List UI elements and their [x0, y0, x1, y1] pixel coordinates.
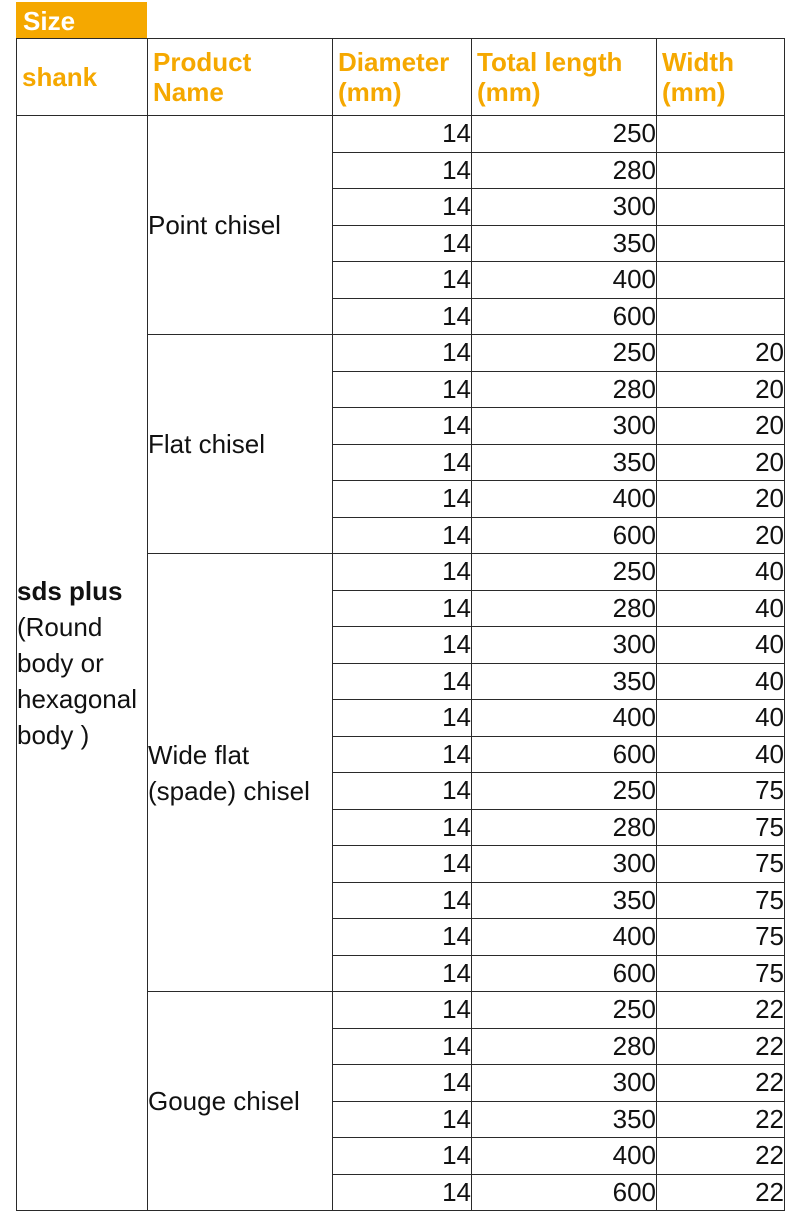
width-cell: 22 — [657, 992, 785, 1029]
total-length-cell: 350 — [472, 882, 657, 919]
diameter-cell: 14 — [333, 882, 472, 919]
diameter-cell: 14 — [333, 371, 472, 408]
total-length-cell: 250 — [472, 992, 657, 1029]
header-width: Width (mm) — [657, 39, 785, 116]
width-cell: 40 — [657, 554, 785, 591]
diameter-cell: 14 — [333, 444, 472, 481]
width-cell: 75 — [657, 955, 785, 992]
diameter-cell: 14 — [333, 554, 472, 591]
width-cell: 40 — [657, 590, 785, 627]
width-cell — [657, 298, 785, 335]
width-cell: 40 — [657, 627, 785, 664]
diameter-cell: 14 — [333, 736, 472, 773]
product-name-cell: Flat chisel — [148, 335, 333, 554]
total-length-cell: 350 — [472, 1101, 657, 1138]
diameter-cell: 14 — [333, 955, 472, 992]
total-length-cell: 400 — [472, 481, 657, 518]
diameter-cell: 14 — [333, 700, 472, 737]
diameter-cell: 14 — [333, 116, 472, 153]
total-length-cell: 300 — [472, 846, 657, 883]
product-name-cell: Wide flat (spade) chisel — [148, 554, 333, 992]
width-cell: 20 — [657, 444, 785, 481]
total-length-cell: 280 — [472, 152, 657, 189]
diameter-cell: 14 — [333, 992, 472, 1029]
diameter-cell: 14 — [333, 773, 472, 810]
shank-cell — [17, 116, 148, 1211]
size-label: Size — [16, 2, 147, 38]
header-diameter: Diameter (mm) — [333, 39, 472, 116]
table-body — [17, 116, 785, 1211]
total-length-cell: 600 — [472, 517, 657, 554]
width-cell: 20 — [657, 335, 785, 372]
total-length-cell: 280 — [472, 590, 657, 627]
diameter-cell: 14 — [333, 225, 472, 262]
total-length-cell: 400 — [472, 262, 657, 299]
diameter-cell: 14 — [333, 809, 472, 846]
shank-name: sds plus — [17, 576, 123, 606]
diameter-cell: 14 — [333, 262, 472, 299]
total-length-cell: 400 — [472, 1138, 657, 1175]
width-cell: 22 — [657, 1065, 785, 1102]
total-length-cell: 280 — [472, 1028, 657, 1065]
width-cell: 40 — [657, 663, 785, 700]
diameter-cell: 14 — [333, 590, 472, 627]
diameter-cell: 14 — [333, 189, 472, 226]
width-cell: 22 — [657, 1174, 785, 1211]
width-cell — [657, 116, 785, 153]
diameter-cell: 14 — [333, 335, 472, 372]
product-name-cell: Gouge chisel — [148, 992, 333, 1211]
total-length-cell: 280 — [472, 809, 657, 846]
width-cell: 75 — [657, 846, 785, 883]
total-length-cell: 300 — [472, 627, 657, 664]
diameter-cell: 14 — [333, 627, 472, 664]
width-cell — [657, 189, 785, 226]
total-length-cell: 350 — [472, 663, 657, 700]
chisel-spec-table — [16, 38, 785, 1211]
width-cell: 75 — [657, 882, 785, 919]
total-length-cell: 400 — [472, 700, 657, 737]
diameter-cell: 14 — [333, 663, 472, 700]
shank-note: (Round body or hexagonal body ) — [17, 612, 137, 750]
total-length-cell: 600 — [472, 298, 657, 335]
diameter-cell: 14 — [333, 1101, 472, 1138]
width-cell: 22 — [657, 1028, 785, 1065]
total-length-cell: 300 — [472, 408, 657, 445]
diameter-cell: 14 — [333, 1174, 472, 1211]
total-length-cell: 280 — [472, 371, 657, 408]
diameter-cell: 14 — [333, 1065, 472, 1102]
diameter-cell: 14 — [333, 408, 472, 445]
total-length-cell: 250 — [472, 554, 657, 591]
total-length-cell: 250 — [472, 773, 657, 810]
width-cell: 75 — [657, 809, 785, 846]
diameter-cell: 14 — [333, 481, 472, 518]
header-row — [17, 39, 785, 116]
total-length-cell: 300 — [472, 1065, 657, 1102]
header-shank: shank — [17, 39, 148, 116]
width-cell: 20 — [657, 408, 785, 445]
total-length-cell: 250 — [472, 335, 657, 372]
diameter-cell: 14 — [333, 919, 472, 956]
total-length-cell: 600 — [472, 1174, 657, 1211]
total-length-cell: 250 — [472, 116, 657, 153]
width-cell: 75 — [657, 919, 785, 956]
total-length-cell: 350 — [472, 444, 657, 481]
width-cell: 20 — [657, 371, 785, 408]
diameter-cell: 14 — [333, 1028, 472, 1065]
diameter-cell: 14 — [333, 846, 472, 883]
diameter-cell: 14 — [333, 152, 472, 189]
width-cell: 22 — [657, 1101, 785, 1138]
width-cell: 40 — [657, 700, 785, 737]
product-name-cell: Point chisel — [148, 116, 333, 335]
width-cell: 20 — [657, 517, 785, 554]
width-cell: 75 — [657, 773, 785, 810]
width-cell: 40 — [657, 736, 785, 773]
width-cell — [657, 262, 785, 299]
total-length-cell: 350 — [472, 225, 657, 262]
width-cell: 20 — [657, 481, 785, 518]
total-length-cell: 600 — [472, 955, 657, 992]
width-cell: 22 — [657, 1138, 785, 1175]
diameter-cell: 14 — [333, 298, 472, 335]
total-length-cell: 300 — [472, 189, 657, 226]
width-cell — [657, 225, 785, 262]
total-length-cell: 400 — [472, 919, 657, 956]
header-product-name: Product Name — [148, 39, 333, 116]
diameter-cell: 14 — [333, 517, 472, 554]
header-total-length: Total length (mm) — [472, 39, 657, 116]
table-row — [17, 116, 785, 153]
diameter-cell: 14 — [333, 1138, 472, 1175]
total-length-cell: 600 — [472, 736, 657, 773]
width-cell — [657, 152, 785, 189]
